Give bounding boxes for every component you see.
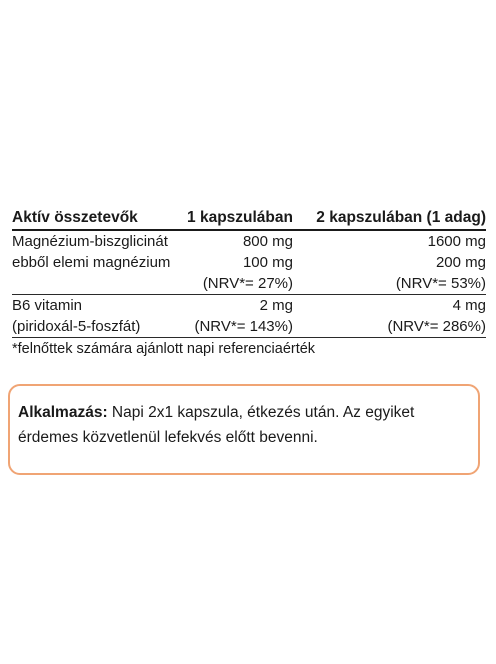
usage-text: Napi 2x1 kapszula, étkezés után. Az egyiket érdemes közvetlenül lefekvés előtt bevenni. — [18, 404, 415, 446]
nrv-per-serving: (NRV*= 286%) — [387, 318, 486, 335]
table-header-row — [12, 207, 486, 229]
header-per-serving: 2 kapszulában (1 adag) — [316, 209, 486, 226]
table-row — [12, 252, 486, 273]
header-per-capsule: 1 kapszulában — [187, 209, 293, 226]
amount-per-capsule: 100 mg — [242, 254, 293, 271]
ingredient-name: ebből elemi magnézium — [12, 254, 171, 271]
nutrition-table — [12, 207, 486, 360]
amount-per-capsule: 2 mg — [259, 297, 293, 314]
amount-per-serving: 1600 mg — [427, 233, 486, 250]
table-row — [12, 231, 486, 252]
usage-label: Alkalmazás: — [18, 404, 108, 421]
nrv-per-serving: (NRV*= 53%) — [395, 275, 486, 292]
nrv-footnote: *felnőttek számára ajánlott napi referenciaérték — [12, 341, 316, 357]
ingredient-name: (piridoxál-5-foszfát) — [12, 318, 141, 335]
header-active-ingredients: Aktív összetevők — [12, 209, 138, 226]
table-row — [12, 295, 486, 316]
usage-box — [8, 384, 480, 475]
nrv-per-capsule: (NRV*= 143%) — [194, 318, 293, 335]
amount-per-capsule: 800 mg — [242, 233, 293, 250]
amount-per-serving: 4 mg — [452, 297, 486, 314]
table-row — [12, 273, 486, 294]
ingredient-name: Magnézium-biszglicinát — [12, 233, 168, 250]
ingredient-name: B6 vitamin — [12, 297, 83, 314]
table-row — [12, 316, 486, 337]
nrv-per-capsule: (NRV*= 27%) — [202, 275, 293, 292]
amount-per-serving: 200 mg — [435, 254, 486, 271]
